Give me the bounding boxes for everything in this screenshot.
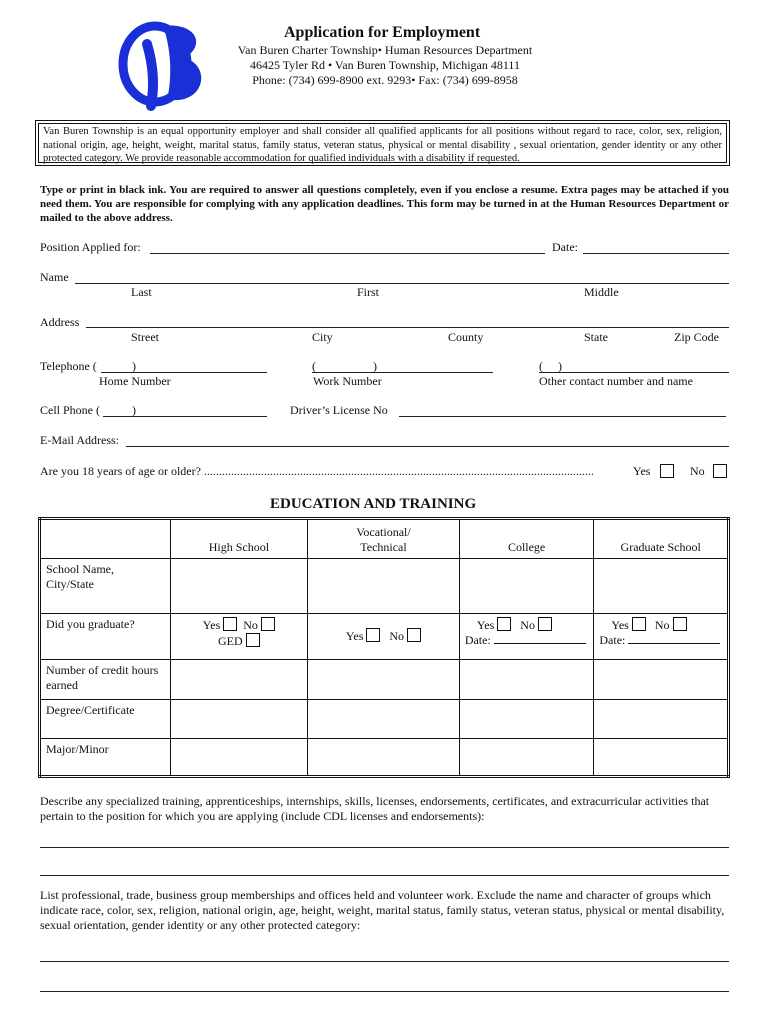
name-field[interactable] (75, 283, 729, 284)
college-graduate-cell (459, 613, 594, 659)
training-prompt: Describe any specialized training, apprenticeships, internships, skills, licenses, endorsements, certificates, and extracurricular activities that pertain to the position for which you are applying (include CDL licenses and endorsements): (40, 794, 710, 823)
col-college: College (459, 519, 594, 559)
college-no-label: No (520, 617, 535, 632)
memberships-line-1[interactable] (40, 961, 729, 962)
name-sub-first: First (357, 285, 380, 299)
hs-no-label: No (243, 617, 258, 632)
header-line-1: Van Buren Charter Township• Human Resources Department (237, 43, 533, 57)
voc-yes-checkbox[interactable] (366, 628, 380, 642)
grad-date-field[interactable] (628, 643, 720, 644)
degree-college-cell[interactable] (459, 700, 594, 738)
eeo-notice: Van Buren Township is an equal opportunity employer and shall consider all qualified applicants for all positions without regard to race, color, sex, religion, national origin, age, height, weight, marital status, family status, veteran status, physical or mental disability , sexual orientation, gender identity or any other protected category. We provide reasonable accommodation for qualified individuals with a disability if requested. (38, 123, 727, 163)
voc-no-label: No (389, 629, 405, 644)
grad-graduate-cell (594, 613, 729, 659)
education-table (38, 517, 730, 778)
degree-voc-cell[interactable] (308, 700, 460, 738)
name-sub-last: Last (131, 285, 152, 299)
hs-yes-label: Yes (202, 617, 221, 632)
grad-date-label: Date: (599, 632, 626, 647)
college-date-label: Date: (464, 632, 491, 647)
other-contact-field[interactable] (539, 372, 729, 373)
school-name-hs-cell[interactable] (170, 559, 308, 613)
work-phone-field[interactable] (312, 372, 493, 373)
address-sub-county: County (448, 330, 484, 344)
col-vocational: Vocational/ Technical (308, 519, 460, 559)
hs-ged-checkbox[interactable] (246, 633, 260, 647)
age-yes-checkbox[interactable] (660, 464, 674, 478)
credits-grad-cell[interactable] (594, 660, 729, 700)
address-sub-zip: Zip Code (674, 330, 719, 344)
college-yes-checkbox[interactable] (497, 617, 511, 631)
home-phone-field[interactable] (101, 372, 267, 373)
col-high-school: High School (170, 519, 308, 559)
header-line-3: Phone: (734) 699-8900 ext. 9293• Fax: (734) 699-8958 (252, 73, 518, 87)
credits-college-cell[interactable] (459, 660, 594, 700)
tel-sub-work: Work Number (313, 374, 382, 388)
other-paren-close: ) (558, 359, 562, 373)
row-degree: Degree/Certificate (40, 700, 171, 738)
hs-no-checkbox[interactable] (261, 617, 275, 631)
telephone-label: Telephone ( (40, 359, 97, 373)
college-date-field[interactable] (494, 643, 586, 644)
major-voc-cell[interactable] (308, 738, 460, 776)
tel-sub-other: Other contact number and name (539, 374, 693, 388)
education-title: EDUCATION AND TRAINING (270, 496, 477, 512)
address-label: Address (40, 315, 80, 329)
instructions: Type or print in black ink. You are required to answer all questions completely, even if you enclose a resume. Extra pages may be attached if you need them. You are responsible for complying with any application deadlines. This form may be turned in at the Human Resources Department or mailed to the above address. (40, 184, 729, 224)
hs-ged-label: GED (218, 633, 243, 648)
logo-letter: B (175, 70, 180, 76)
license-label: Driver’s License No (290, 403, 388, 417)
memberships-line-2[interactable] (40, 991, 729, 992)
degree-hs-cell[interactable] (170, 700, 308, 738)
telephone-paren-close: ) (132, 359, 136, 373)
name-sub-middle: Middle (584, 285, 619, 299)
major-grad-cell[interactable] (594, 738, 729, 776)
age-no-label: No (690, 464, 705, 478)
cell-label: Cell Phone ( (40, 403, 100, 417)
training-line-2[interactable] (40, 875, 729, 876)
school-name-voc-cell[interactable] (308, 559, 460, 613)
age-yes-label: Yes (633, 464, 651, 478)
email-label: E-Mail Address: (40, 433, 119, 447)
position-label: Position Applied for: (40, 240, 141, 254)
row-credit-hours: Number of credit hours earned (40, 660, 171, 700)
hs-graduate-cell (170, 613, 308, 659)
grad-yes-checkbox[interactable] (632, 617, 646, 631)
address-sub-city: City (312, 330, 333, 344)
name-label: Name (40, 270, 69, 284)
major-hs-cell[interactable] (170, 738, 308, 776)
grad-no-checkbox[interactable] (673, 617, 687, 631)
page-title: Application for Employment (284, 24, 481, 41)
age-question: Are you 18 years of age or older? .................................................................................................................................. (40, 464, 594, 478)
college-yes-label: Yes (476, 617, 495, 632)
email-field[interactable] (126, 446, 729, 447)
row-major: Major/Minor (40, 738, 171, 776)
degree-grad-cell[interactable] (594, 700, 729, 738)
grad-yes-label: Yes (611, 617, 629, 632)
hs-yes-checkbox[interactable] (223, 617, 237, 631)
voc-no-checkbox[interactable] (407, 628, 421, 642)
voc-graduate-cell (308, 613, 460, 659)
cell-phone-field[interactable] (103, 416, 267, 417)
address-sub-street: Street (131, 330, 159, 344)
other-paren-open: ( (539, 359, 543, 373)
header-line-2: 46425 Tyler Rd • Van Buren Township, Michigan 48111 (250, 58, 520, 72)
school-name-grad-cell[interactable] (594, 559, 729, 613)
credits-hs-cell[interactable] (170, 660, 308, 700)
col-graduate: Graduate School (594, 519, 729, 559)
row-graduate: Did you graduate? (40, 613, 171, 659)
table-corner (40, 519, 171, 559)
college-no-checkbox[interactable] (538, 617, 552, 631)
address-field[interactable] (86, 327, 729, 328)
memberships-prompt: List professional, trade, business group memberships and offices held and volunteer work. Exclude the name and character of groups which indicate race, color, sex, religion, national origin, age, height, weight, marital status, family status, veteran status, physical or mental disability, sexual orientation, gender identity or any other protected category: (40, 888, 725, 932)
license-field[interactable] (399, 416, 726, 417)
date-field[interactable] (583, 253, 729, 254)
date-label: Date: (552, 240, 578, 254)
grad-no-label: No (654, 617, 670, 632)
voc-yes-label: Yes (345, 629, 364, 644)
training-line-1[interactable] (40, 847, 729, 848)
age-no-checkbox[interactable] (713, 464, 727, 478)
major-college-cell[interactable] (459, 738, 594, 776)
tel-sub-home: Home Number (99, 374, 171, 388)
school-name-college-cell[interactable] (459, 559, 594, 613)
credits-voc-cell[interactable] (308, 660, 460, 700)
work-paren-open: ( (312, 359, 316, 373)
position-field[interactable] (150, 253, 545, 254)
address-sub-state: State (584, 330, 608, 344)
work-paren-close: ) (373, 359, 377, 373)
cell-paren-close: ) (132, 403, 136, 417)
row-school-name: School Name, City/State (40, 559, 171, 613)
